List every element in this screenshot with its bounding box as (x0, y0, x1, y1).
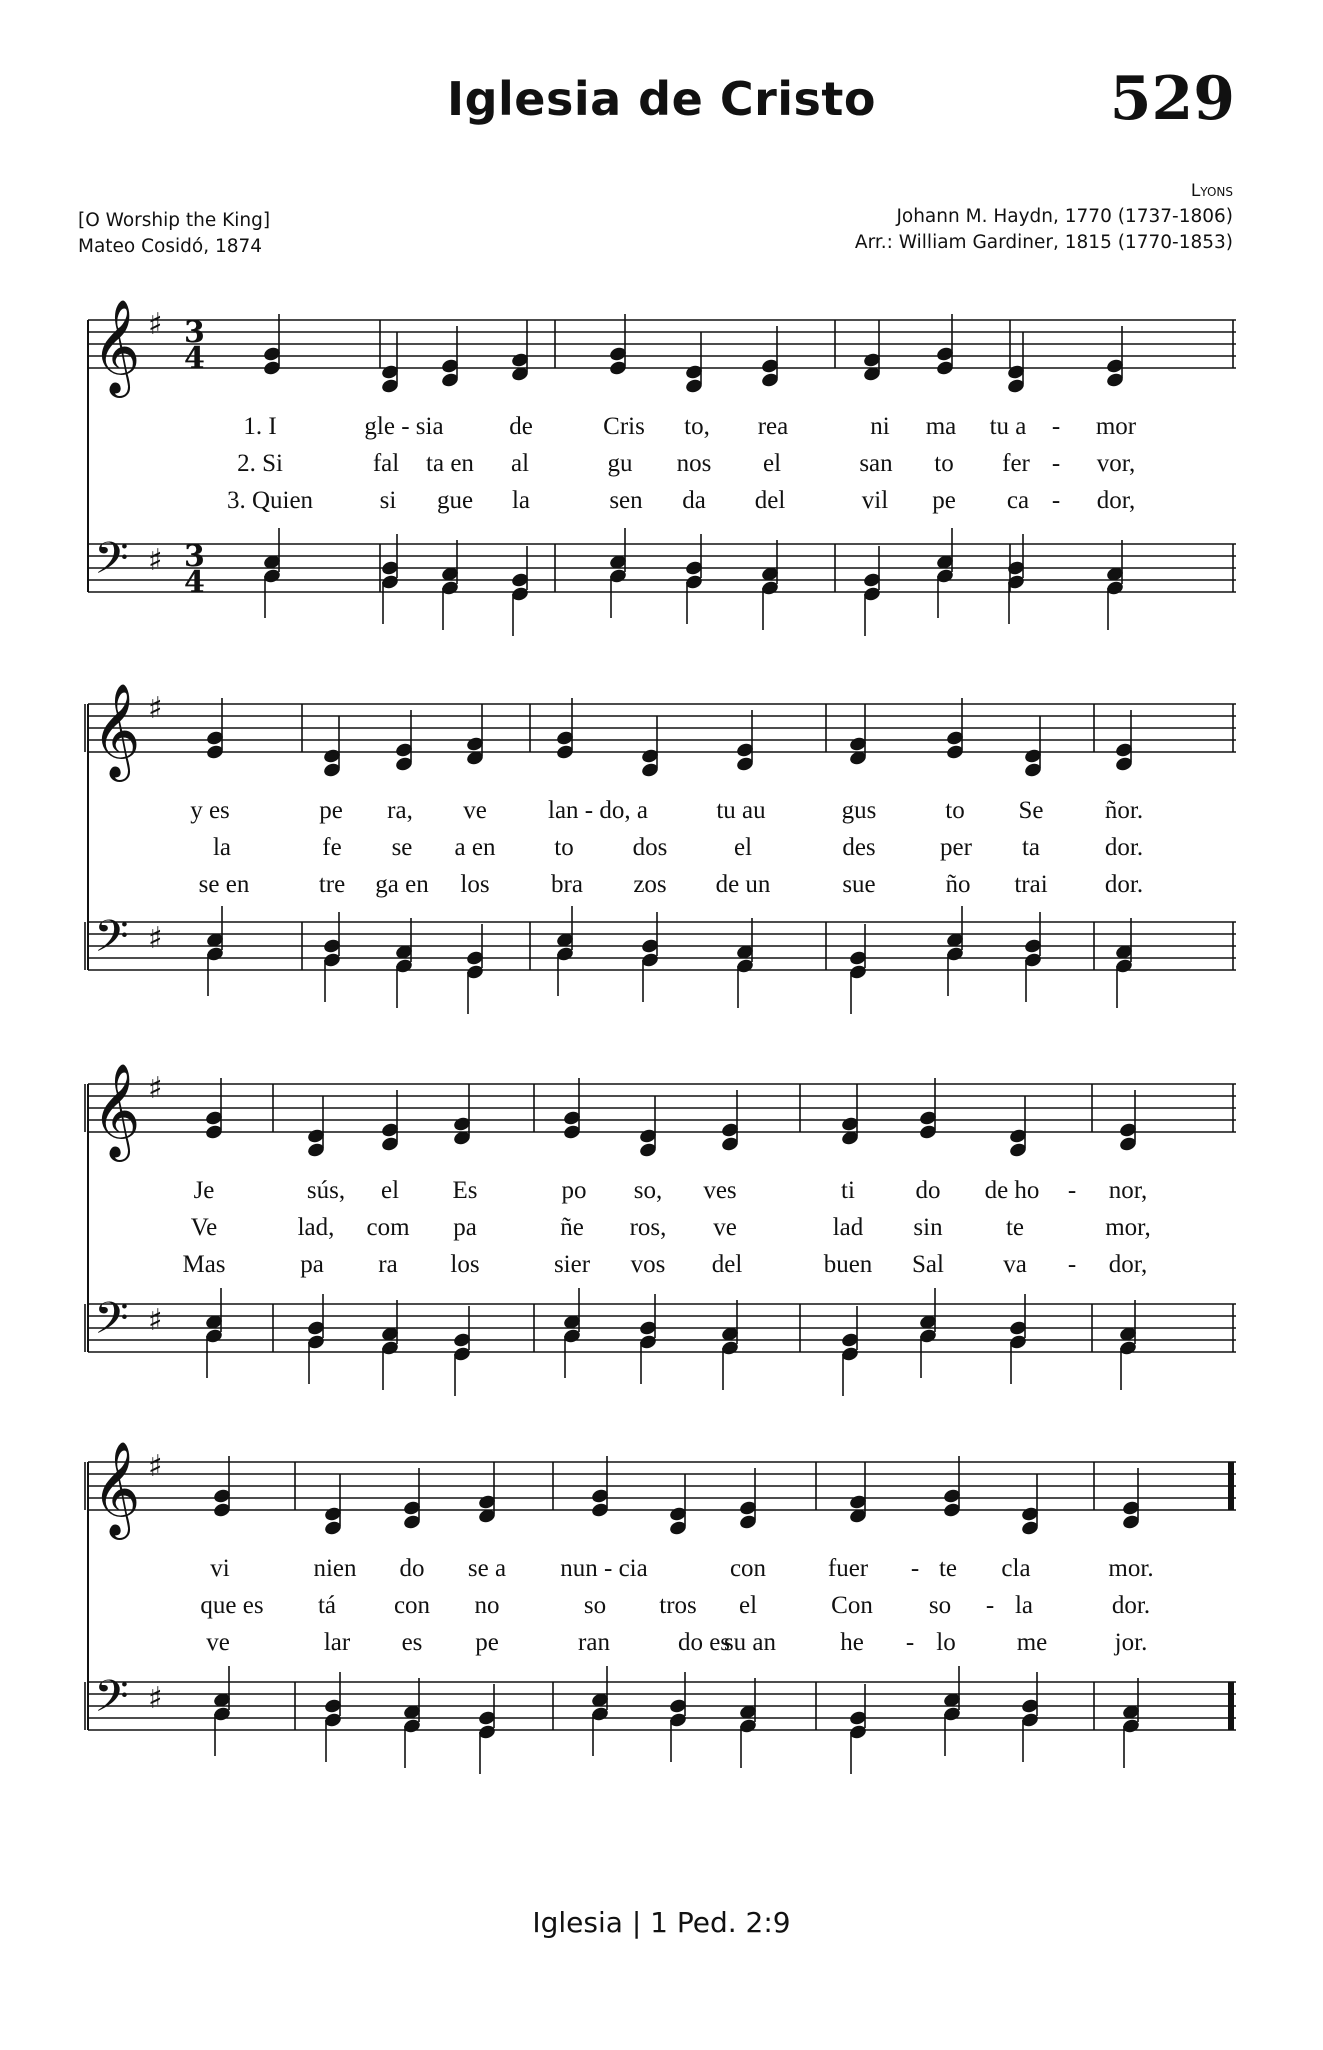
lyric-syllable: fer (1002, 450, 1030, 477)
system-3 (85, 1063, 1233, 1396)
lyric-syllable: - (1051, 487, 1061, 514)
lyric-syllable: me (1016, 1629, 1048, 1656)
lyric-syllable: el (762, 450, 782, 477)
lyric-syllable: de un (715, 871, 771, 898)
lyric-syllable: es (401, 1629, 423, 1656)
lyric-syllable: to, (684, 413, 710, 440)
lyric-syllable: po (561, 1177, 587, 1204)
lyric-syllable: ta (1021, 834, 1041, 861)
lyric-syllable: ve (463, 797, 487, 824)
lyric-syllable: vor, (1096, 450, 1136, 477)
lyric-syllable: he (840, 1629, 864, 1656)
composer: Johann M. Haydn, 1770 (1737-1806) (896, 206, 1233, 227)
treble-staff (88, 704, 1236, 752)
system-2 (85, 683, 1233, 1014)
lyric-syllable: ti (841, 1177, 855, 1204)
lyric-syllable: do (915, 1177, 941, 1204)
lyric-syllable: so (583, 1592, 607, 1619)
treble-staff (88, 1462, 1236, 1510)
lyric-syllable: con (729, 1555, 767, 1582)
lyric-syllable: mor, (1105, 1214, 1151, 1241)
lyric-syllable: pe (475, 1629, 499, 1656)
lyric-syllable: - (1067, 1251, 1077, 1278)
lyric-syllable: do es (677, 1629, 731, 1656)
system-4 (85, 1441, 1234, 1774)
lyric-syllable: ño (945, 871, 971, 898)
lyric-syllable: gu (607, 450, 633, 477)
lyric-syllable: com (366, 1214, 410, 1241)
lyric-syllable: - (1051, 413, 1061, 440)
bass-clef-icon: 𝄢 (94, 1292, 129, 1355)
lyric-syllable: vi (210, 1555, 230, 1582)
lyric-syllable: ñe (560, 1214, 584, 1241)
lyric-syllable: da (682, 487, 706, 514)
lyric-syllable: ga en (375, 871, 429, 898)
lyric-syllable: a en (454, 834, 496, 861)
lyric-syllable: si (379, 487, 397, 514)
bass-staff (88, 922, 1236, 970)
lyric-syllable: Cris (603, 413, 645, 440)
lyric-syllable: ros, (629, 1214, 667, 1241)
lyric-syllable: al (510, 450, 530, 477)
lyric-syllable: des (842, 834, 876, 861)
lyric-syllable: dor, (1096, 487, 1136, 514)
lyric-syllable: bra (551, 871, 583, 898)
lyric-syllable: tá (317, 1592, 337, 1619)
lyric-syllable: Ve (190, 1214, 218, 1241)
lyric-syllable: ran (578, 1629, 610, 1656)
lyric-syllable: - (985, 1592, 995, 1619)
lyric-syllable: el (380, 1177, 400, 1204)
lyric-syllable: - (910, 1555, 920, 1582)
lyric-syllable: ca (1006, 487, 1030, 514)
treble-staff (88, 1084, 1236, 1132)
lyric-syllable: lan - do, a (548, 797, 648, 824)
key-sharp-icon: ♯ (148, 543, 163, 578)
lyric-syllable: tros (659, 1592, 697, 1619)
lyric-syllable: vil (861, 487, 889, 514)
lyric-syllable: Es (452, 1177, 478, 1204)
lyric-syllable: la (1014, 1592, 1034, 1619)
bass-staff (88, 544, 1236, 592)
lyric-syllable: se a (467, 1555, 507, 1582)
original-title: [O Worship the King] (78, 210, 271, 231)
tune-name: Lyons (1190, 181, 1233, 201)
lyric-syllable: to (554, 834, 574, 861)
lyric-syllable: no (474, 1592, 500, 1619)
lyric-syllable: va (1003, 1251, 1027, 1278)
lyric-syllable: - (905, 1629, 915, 1656)
lyric-syllable: se (391, 834, 413, 861)
lyric-syllable: Sal (912, 1251, 944, 1278)
time-signature-bottom: 4 (184, 565, 205, 600)
text-author: Mateo Cosidó, 1874 (78, 236, 263, 257)
lyric-syllable: Je (193, 1177, 215, 1204)
lyric-syllable: te (1005, 1214, 1025, 1241)
lyric-syllable: rea (757, 413, 789, 440)
lyric-syllable: sen (609, 487, 643, 514)
lyric-syllable: to (945, 797, 965, 824)
bass-clef-icon: 𝄢 (94, 532, 129, 595)
lyric-syllable: dor. (1104, 834, 1144, 861)
key-sharp-icon: ♯ (148, 921, 163, 956)
lyric-syllable: dor, (1108, 1251, 1148, 1278)
lyric-syllable: gue (436, 487, 474, 514)
lyric-syllable: su an (723, 1629, 777, 1656)
lyric-syllable: trai (1014, 871, 1048, 898)
system-1 (88, 299, 1233, 636)
treble-clef-icon: 𝄞 (92, 683, 141, 778)
lyric-syllable: sue (842, 871, 876, 898)
lyric-syllable: se en (198, 871, 250, 898)
treble-clef-icon: 𝄞 (92, 1063, 141, 1158)
lyric-syllable: nien (313, 1555, 357, 1582)
lyric-syllable: san (859, 450, 893, 477)
lyric-syllable: los (460, 871, 490, 898)
key-sharp-icon: ♯ (148, 307, 163, 342)
lyric-syllable: zos (633, 871, 667, 898)
lyric-syllable: nor, (1108, 1177, 1148, 1204)
lyric-syllable: tu au (716, 797, 766, 824)
lyric-syllable: el (733, 834, 753, 861)
lyric-syllable: dos (632, 834, 668, 861)
lyric-syllable: so (928, 1592, 952, 1619)
lyric-syllable: gus (841, 797, 877, 824)
lyric-syllable: ra (378, 1251, 398, 1278)
lyric-syllable: pa (300, 1251, 324, 1278)
lyric-syllable: la (212, 834, 232, 861)
lyric-syllable: lar (323, 1629, 351, 1656)
key-sharp-icon: ♯ (148, 1681, 163, 1716)
lyric-syllable: dor. (1104, 871, 1144, 898)
lyric-syllable: lad, (297, 1214, 335, 1241)
time-signature-top: 3 (184, 315, 205, 350)
lyric-syllable: 2. Si (237, 450, 283, 477)
lyric-syllable: que es (200, 1592, 264, 1619)
time-signature-top: 3 (184, 539, 205, 574)
lyric-syllable: tre (318, 871, 346, 898)
bass-staff (88, 1682, 1236, 1730)
lyric-syllable: ni (870, 413, 890, 440)
lyric-syllable: jor. (1114, 1629, 1148, 1656)
lyric-syllable: te (938, 1555, 958, 1582)
key-sharp-icon: ♯ (148, 691, 163, 726)
arranger: Arr.: William Gardiner, 1815 (1770-1853) (854, 232, 1233, 253)
lyric-syllable: ta en (426, 450, 474, 477)
lyric-syllable: to (934, 450, 954, 477)
lyric-syllable: del (711, 1251, 743, 1278)
bass-clef-icon: 𝄢 (94, 910, 129, 973)
lyric-syllable: Con (831, 1592, 873, 1619)
lyric-syllable: ma (925, 413, 957, 440)
lyric-syllable: fe (322, 834, 342, 861)
lyric-syllable: buen (823, 1251, 873, 1278)
lyric-syllable: sin (913, 1214, 943, 1241)
lyric-syllable: tu a (989, 413, 1027, 440)
time-signature-bottom: 4 (184, 341, 205, 376)
lyric-syllable: y es (190, 797, 230, 824)
lyric-syllable: pe (319, 797, 343, 824)
lyric-syllable: pe (932, 487, 956, 514)
lyric-syllable: - (1067, 1177, 1077, 1204)
lyric-syllable: ves (703, 1177, 737, 1204)
lyric-syllable: Mas (182, 1251, 226, 1278)
treble-clef-icon: 𝄞 (92, 299, 141, 394)
lyric-syllable: los (450, 1251, 480, 1278)
lyric-syllable: cla (1001, 1555, 1031, 1582)
lyric-syllable: Se (1018, 797, 1044, 824)
lyric-syllable: ñor. (1104, 797, 1144, 824)
key-sharp-icon: ♯ (148, 1303, 163, 1338)
lyric-syllable: 1. I (243, 413, 277, 440)
lyric-syllable: nun - cia (560, 1555, 648, 1582)
lyric-syllable: - (1051, 450, 1061, 477)
lyric-syllable: el (738, 1592, 758, 1619)
lyric-syllable: vos (630, 1251, 666, 1278)
bass-staff (88, 1304, 1236, 1352)
lyric-syllable: lo (936, 1629, 956, 1656)
lyric-syllable: mor. (1108, 1555, 1154, 1582)
bass-clef-icon: 𝄢 (94, 1670, 129, 1733)
key-sharp-icon: ♯ (148, 1449, 163, 1484)
lyric-syllable: gle - sia (364, 413, 444, 440)
footer-reference: Iglesia | 1 Ped. 2:9 (532, 1906, 791, 1939)
treble-staff (88, 320, 1236, 368)
lyric-syllable: per (940, 834, 972, 861)
lyric-syllable: del (754, 487, 786, 514)
lyric-syllable: ra, (387, 797, 413, 824)
lyric-syllable: pa (453, 1214, 477, 1241)
lyric-syllable: lad (832, 1214, 864, 1241)
lyric-syllable: ve (713, 1214, 737, 1241)
lyric-syllable: so, (633, 1177, 663, 1204)
lyric-syllable: con (393, 1592, 431, 1619)
hymn-title: Iglesia de Cristo (446, 72, 877, 126)
treble-clef-icon: 𝄞 (92, 1441, 141, 1536)
key-sharp-icon: ♯ (148, 1071, 163, 1106)
lyric-syllable: 3. Quien (226, 487, 314, 514)
lyric-syllable: fal (372, 450, 400, 477)
lyric-syllable: ve (206, 1629, 230, 1656)
lyric-syllable: la (511, 487, 531, 514)
lyric-syllable: sús, (306, 1177, 346, 1204)
lyric-syllable: fuer (827, 1555, 869, 1582)
lyric-syllable: do (399, 1555, 425, 1582)
lyric-syllable: nos (676, 450, 712, 477)
lyric-syllable: mor (1095, 413, 1137, 440)
lyric-syllable: sier (553, 1251, 591, 1278)
lyric-syllable: de (509, 413, 533, 440)
hymn-number: 529 (1109, 64, 1235, 134)
lyric-syllable: dor. (1111, 1592, 1151, 1619)
lyric-syllable: de ho (984, 1177, 1040, 1204)
